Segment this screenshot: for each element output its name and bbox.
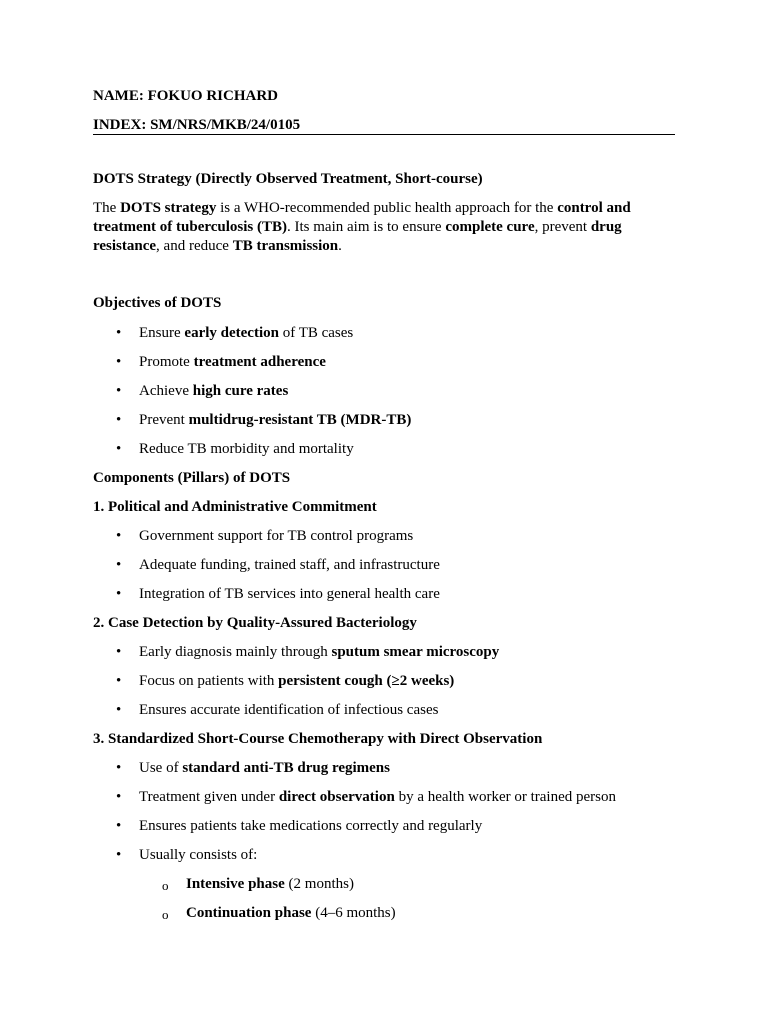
list-item [139,353,326,372]
text-run-bold: Continuation phase [186,905,312,921]
text-run: is a WHO-recommended public health approach for the [216,200,558,216]
intro-paragraph-line-1 [93,199,631,218]
text-run-bold: multidrug-resistant TB (MDR-TB) [188,412,412,428]
text-run-bold: drug [590,219,622,235]
bullet-icon: • [116,412,122,428]
text-run: Ensures patients take medications correctly and regularly [139,818,483,834]
text-run: Treatment given under [139,789,279,805]
text-run: , prevent [534,219,591,235]
bullet-icon: • [116,528,122,544]
list-item [139,846,257,865]
list-item [139,440,354,459]
list-item [139,556,440,575]
text-run: Ensure [139,325,185,341]
circle-bullet-icon: o [162,907,169,922]
list-item [139,817,482,836]
pillar-1-heading: 1. Political and Administrative Commitment [93,499,377,515]
list-item [139,672,454,691]
text-run-bold: early detection [184,325,279,341]
objectives-heading: Objectives of DOTS [93,295,222,311]
text-run: Adequate funding, trained staff, and infrastructure [139,557,440,573]
text-run: Integration of TB services into general health care [139,586,440,602]
list-item [139,382,288,401]
bullet-icon: • [116,818,122,834]
text-run: Promote [139,354,194,370]
components-heading: Components (Pillars) of DOTS [93,470,291,486]
text-run-bold: high cure rates [192,383,289,399]
bullet-icon: • [116,383,122,399]
bullet-icon: • [116,441,122,457]
intro-paragraph-line-3 [93,237,342,256]
student-index: INDEX: SM/NRS/MKB/24/0105 [93,117,301,133]
list-item [139,411,411,430]
text-run: Government support for TB control programs [139,528,414,544]
sub-list-item [186,904,396,923]
list-item [139,324,353,343]
text-run-bold: persistent cough (≥2 weeks) [278,673,455,689]
text-run: Use of [139,760,183,776]
text-run: Prevent [139,412,189,428]
text-run-bold: Intensive phase [186,876,285,892]
text-run: Early diagnosis mainly through [139,644,332,660]
text-run-bold: sputum smear microscopy [331,644,500,660]
text-run: (2 months) [284,876,354,892]
bullet-icon: • [116,702,122,718]
circle-bullet-icon: o [162,878,169,893]
text-run-bold: resistance [93,238,157,254]
text-run: . Its main aim is to ensure [287,219,446,235]
text-run-bold: TB transmission [232,238,339,254]
bullet-icon: • [116,760,122,776]
student-name: NAME: FOKUO RICHARD [93,88,278,104]
bullet-icon: • [116,847,122,863]
bullet-icon: • [116,789,122,805]
list-item [139,585,440,604]
text-run: The [93,200,121,216]
text-run-bold: control and [557,200,631,216]
intro-paragraph-line-2 [93,218,622,237]
text-run: Achieve [139,383,193,399]
list-item [139,701,438,720]
list-item [139,527,413,546]
text-run: Focus on patients with [139,673,279,689]
list-item [139,643,499,662]
bullet-icon: • [116,644,122,660]
text-run-bold: DOTS strategy [120,200,217,216]
pillar-2-heading: 2. Case Detection by Quality-Assured Bacteriology [93,615,417,631]
text-run: Ensures accurate identification of infectious cases [139,702,439,718]
header-divider [93,134,675,135]
text-run: of TB cases [278,325,354,341]
dots-heading: DOTS Strategy (Directly Observed Treatment, Short-course) [93,171,483,187]
text-run-bold: direct observation [278,789,395,805]
list-item [139,788,616,807]
text-run-bold: complete cure [445,219,535,235]
text-run-bold: treatment of tuberculosis (TB) [93,219,288,235]
text-run-bold: treatment adherence [193,354,326,370]
bullet-icon: • [116,325,122,341]
bullet-icon: • [116,354,122,370]
sub-list-item [186,875,354,894]
list-item [139,759,390,778]
bullet-icon: • [116,673,122,689]
text-run: (4–6 months) [311,905,396,921]
pillar-3-heading: 3. Standardized Short-Course Chemotherapy with Direct Observation [93,731,543,747]
text-run: Reduce TB morbidity and mortality [139,441,354,457]
text-run: , and reduce [156,238,233,254]
bullet-icon: • [116,586,122,602]
text-run: Usually consists of: [139,847,258,863]
bullet-icon: • [116,557,122,573]
text-run: by a health worker or trained person [394,789,616,805]
text-run: . [338,238,342,254]
text-run-bold: standard anti-TB drug regimens [182,760,390,776]
